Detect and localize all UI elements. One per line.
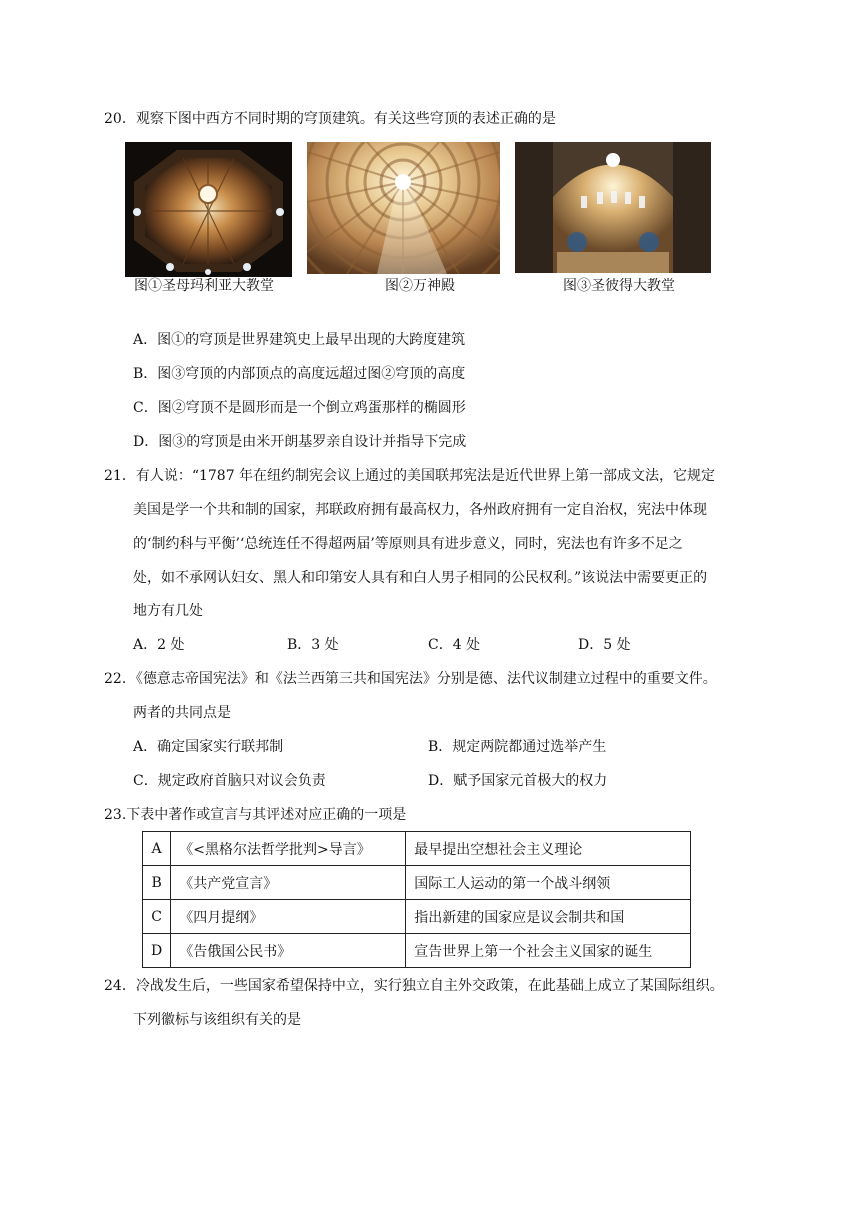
table-cell-letter: C bbox=[143, 900, 171, 934]
q21-line-3: 的‘制约科与平衡’‘总统连任不得超两届’等原则具有进步意义，同时，宪法也有许多不足之 bbox=[133, 536, 683, 552]
table-cell-letter: B bbox=[143, 866, 171, 900]
table-row bbox=[143, 832, 691, 866]
q20-option-d: D．图③的穹顶是由米开朗基罗亲自设计并指导下完成 bbox=[133, 434, 467, 450]
q20-option-a: A．图①的穹顶是世界建筑史上最早出现的大跨度建筑 bbox=[133, 332, 466, 348]
q20-option-b: B．图③穹顶的内部顶点的高度远超过图②穹顶的高度 bbox=[133, 366, 466, 382]
q21-option-a: A．2 处 bbox=[133, 637, 185, 653]
caption-image-3: 图③圣彼得大教堂 bbox=[563, 278, 675, 294]
table-cell-letter: D bbox=[143, 934, 171, 968]
q22-option-d: D．赋予国家元首极大的权力 bbox=[428, 773, 608, 789]
table-cell-letter: A bbox=[143, 832, 171, 866]
q24-line-2: 下列徽标与该组织有关的是 bbox=[133, 1012, 301, 1028]
q22-option-c: C．规定政府首脑只对议会负责 bbox=[133, 773, 326, 789]
q23-stem: 23.下表中著作或宣言与其评述对应正确的一项是 bbox=[104, 807, 407, 823]
q21-option-d: D．5 处 bbox=[578, 637, 631, 653]
q21-line-4: 处，如不承网认妇女、黑人和印第安人具有和白人男子相同的公民权利。”该说法中需要更正的 bbox=[133, 570, 708, 586]
q21-option-b: B．3 处 bbox=[287, 637, 339, 653]
q22-line-1: 22．《德意志帝国宪法》和《法兰西第三共和国宪法》分别是德、法代议制建立过程中的重要文件。 bbox=[104, 671, 717, 687]
q21-option-c: C．4 处 bbox=[428, 637, 481, 653]
table-row bbox=[143, 866, 691, 900]
q22-option-b: B．规定两院都通过选举产生 bbox=[428, 739, 607, 755]
dome-image-florence bbox=[125, 142, 292, 277]
q22-option-a: A．确定国家实行联邦制 bbox=[133, 739, 284, 755]
table-cell-work: 《告俄国公民书》 bbox=[171, 934, 406, 968]
table-row bbox=[143, 934, 691, 968]
caption-image-1: 图①圣母玛利亚大教堂 bbox=[134, 278, 274, 294]
table-cell-work: 《四月提纲》 bbox=[171, 900, 406, 934]
table-cell-comment: 国际工人运动的第一个战斗纲领 bbox=[406, 866, 691, 900]
table-cell-comment: 指出新建的国家应是议会制共和国 bbox=[406, 900, 691, 934]
q21-line-5: 地方有几处 bbox=[133, 603, 203, 619]
q23-table bbox=[142, 831, 691, 968]
table-cell-comment: 最早提出空想社会主义理论 bbox=[406, 832, 691, 866]
dome-image-st-peters bbox=[515, 142, 711, 273]
q20-stem: 20．观察下图中西方不同时期的穹顶建筑。有关这些穹顶的表述正确的是 bbox=[104, 111, 556, 127]
table-row bbox=[143, 900, 691, 934]
dome-image-pantheon bbox=[307, 142, 500, 274]
q21-line-1: 21．有人说：“1787 年在纽约制宪会议上通过的美国联邦宪法是近代世界上第一部成文法，它规定 bbox=[104, 468, 716, 484]
q20-option-c: C．图②穹顶不是圆形而是一个倒立鸡蛋那样的椭圆形 bbox=[133, 400, 466, 416]
table-cell-work: 《<黑格尔法哲学批判>导言》 bbox=[171, 832, 406, 866]
q24-line-1: 24．冷战发生后，一些国家希望保持中立，实行独立自主外交政策，在此基础上成立了某国际组织。 bbox=[104, 978, 724, 994]
caption-image-2: 图②万神殿 bbox=[385, 278, 455, 294]
table-cell-comment: 宣告世界上第一个社会主义国家的诞生 bbox=[406, 934, 691, 968]
q22-line-2: 两者的共同点是 bbox=[133, 705, 231, 721]
table-cell-work: 《共产党宣言》 bbox=[171, 866, 406, 900]
q21-line-2: 美国是学一个共和制的国家，邦联政府拥有最高权力，各州政府拥有一定自治权，宪法中体现 bbox=[133, 502, 707, 518]
